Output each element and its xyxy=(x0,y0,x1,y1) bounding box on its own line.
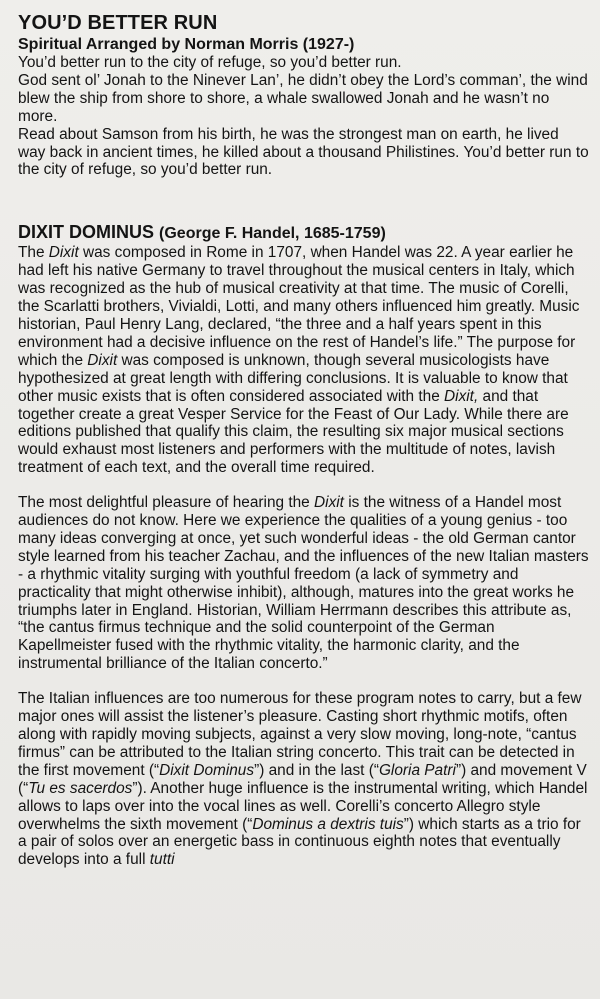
text-run: ”) which starts as a trio for a pair of solos over an energetic bass in continuous eighth notes that eventually develops into a full xyxy=(18,815,581,869)
italic-run: tutti xyxy=(149,851,175,869)
lyric-line: You’d better run to the city of refuge, so you’d better run. xyxy=(18,54,402,71)
text-run: ”) and movement V (“ xyxy=(18,761,587,797)
notes-body xyxy=(18,244,590,869)
notes-paragraph-3 xyxy=(18,690,590,869)
notes-paragraph-1 xyxy=(18,244,590,477)
text-run: was composed is unknown, though several musicologists have hypothesized at great length with differing conclusions. It is valuable to know that other music exists that is often considered associated with the xyxy=(18,351,568,405)
italic-run: Tu es sacerdos xyxy=(28,779,133,797)
italic-run: Dixit xyxy=(314,494,344,512)
text-run: The xyxy=(18,244,49,262)
italic-run: Dixit xyxy=(48,244,79,262)
text-run: ”). Another huge influence is the instrumental writing, which Handel allows to laps over into the vocal lines as well. Corelli’s concerto Allegro style overwhelms the sixth movement (“ xyxy=(18,779,588,833)
italic-run: Dominus a dextris tuis xyxy=(252,815,404,833)
section-youd-better-run xyxy=(18,12,590,179)
song-title: YOU’D BETTER RUN xyxy=(18,12,218,34)
italic-run: Dixit, xyxy=(444,387,479,405)
text-run: was composed in Rome in 1707, when Handel was 22. A year earlier he had left his native Germany to travel throughout the musical centers in Italy, which was recognized as the hub of musical creativity at that time. The music of Corelli, the Scarlatti brothers, Vivialdi, Lotti, and many others influenced him greatly. Music historian, Paul Henry Lang, declared, “the three and a half years spent in this environment had a decisive influence on the rest of Handel’s life.” The purpose for which the xyxy=(18,244,580,369)
italic-run: Dixit Dominus xyxy=(159,761,255,779)
italic-run: Dixit xyxy=(87,351,118,369)
piece-title-text: DIXIT DOMINUS xyxy=(18,222,155,243)
text-run: ”) and in the last (“ xyxy=(254,761,379,779)
text-run: The most delightful pleasure of hearing the xyxy=(18,494,315,512)
section-dixit-dominus xyxy=(18,222,590,869)
song-subtitle: Spiritual Arranged by Norman Morris (1927-) xyxy=(18,36,355,53)
lyric-line: Read about Samson from his birth, he was the strongest man on earth, he lived way back in ancient times, he killed about a thousand Philistines. You’d better run to the city of refuge, so you’d better run. xyxy=(18,125,589,179)
text-run: The Italian influences are too numerous for these program notes to carry, but a few major ones will assist the listener’s pleasure. Casting short rhythmic motifs, often along with rapidly moving subjects, against a very slow moving, long-note, “cantus firmus” can be attributed to the Italian string concerto. This trait can be detected in the first movement (“ xyxy=(18,690,582,779)
text-run: and that together create a great Vesper Service for the Feast of Our Lady. While there are editions published that qualify this claim, the resulting six major musical sections would exhaust most listeners and performers with the multitude of notes, lavish treatment of each text, and the overall time required. xyxy=(18,387,569,477)
text-run: is the witness of a Handel most audiences do not know. Here we experience the qualities of a young genius - too many ideas converging at once, yet such wonderful ideas - the old German cantor style learned from his teacher Zachau, and the influences of the new Italian masters - a rhythmic vitality surging with youthful freedom (a lack of symmetry and practicality that might otherwise inhibit), although, matures into the great works he triumphs later in England. Historian, William Herrmann describes this attribute as, “the cantus firmus technique and the solid counterpoint of the German Kapellmeister fused with the rhythmic vitality, the harmonic clarity, and the instrumental brilliance of the Italian concerto.” xyxy=(18,494,589,673)
lyric-line: God sent ol’ Jonah to the Ninever Lan’, he didn’t obey the Lord’s comman’, the wind blew the ship from shore to shore, a whale swallowed Jonah and he wasn’t no more. xyxy=(18,71,588,125)
italic-run: Gloria Patri xyxy=(378,761,456,779)
piece-composer: (George F. Handel, 1685-1759) xyxy=(159,225,386,243)
piece-title xyxy=(18,222,590,244)
lyrics-block xyxy=(18,54,590,179)
notes-paragraph-2 xyxy=(18,494,590,673)
